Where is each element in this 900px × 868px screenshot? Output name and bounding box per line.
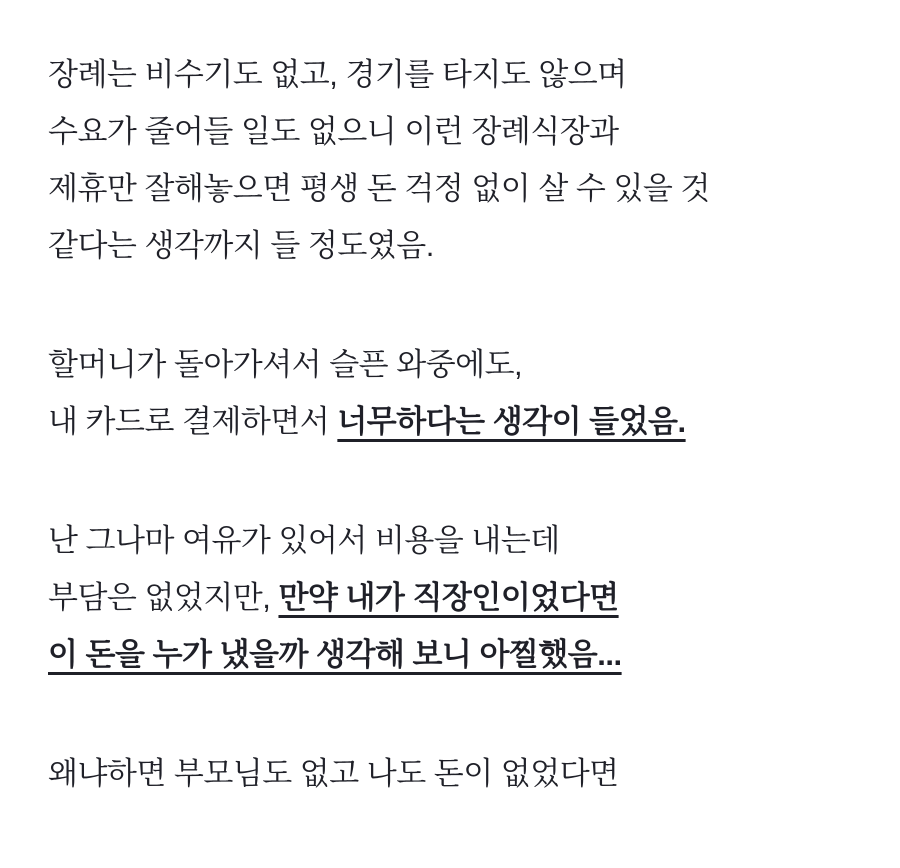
paragraph — [48, 745, 860, 802]
emphasized-text-segment: 너무하다는 생각이 들었음. — [337, 404, 686, 439]
text-segment: 내 카드로 결제하면서 — [48, 404, 338, 439]
paragraph — [48, 336, 860, 450]
text-line — [48, 160, 860, 217]
text-line — [48, 217, 860, 274]
text-segment: 제휴만 잘해놓으면 평생 돈 걱정 없이 살 수 있을 것 — [48, 171, 710, 206]
text-segment: 수요가 줄어들 일도 없으니 이런 장례식장과 — [48, 114, 619, 149]
text-line — [48, 626, 860, 683]
text-segment: 할머니가 돌아가셔서 슬픈 와중에도, — [48, 347, 523, 382]
text-segment: 부담은 없었지만, — [48, 580, 279, 615]
text-line — [48, 336, 860, 393]
text-line — [48, 512, 860, 569]
text-segment: 왜냐하면 부모님도 없고 나도 돈이 없었다면 — [48, 756, 619, 791]
text-line — [48, 103, 860, 160]
text-line — [48, 393, 860, 450]
paragraph — [48, 512, 860, 683]
emphasized-text-segment: 만약 내가 직장인이었다면 — [278, 580, 619, 615]
text-segment: 난 그나마 여유가 있어서 비용을 내는데 — [48, 523, 560, 558]
text-line — [48, 569, 860, 626]
paragraph — [48, 46, 860, 274]
text-line — [48, 46, 860, 103]
text-segment: 장례는 비수기도 없고, 경기를 타지도 않으며 — [48, 57, 627, 92]
text-line — [48, 745, 860, 802]
emphasized-text-segment: 이 돈을 누가 냈을까 생각해 보니 아찔했음... — [48, 637, 622, 672]
text-segment: 같다는 생각까지 들 정도였음. — [48, 228, 434, 263]
